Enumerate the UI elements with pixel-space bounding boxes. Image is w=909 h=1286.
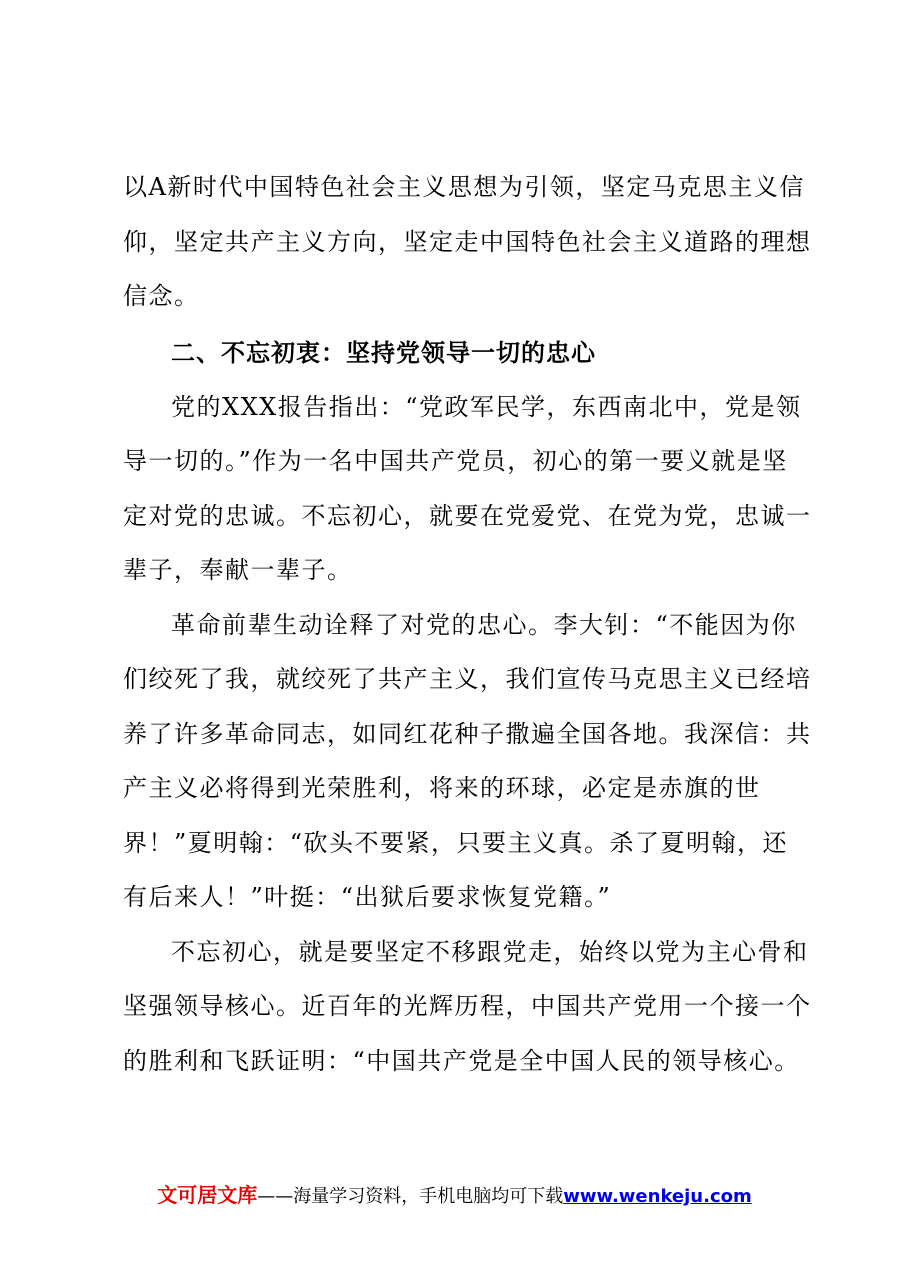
footer-website-link[interactable]: www.wenkeju.com [563, 1186, 752, 1207]
body-text-line: 坚强领导核心。近百年的光辉历程，中国共产党用一个接一个 [123, 992, 812, 1020]
footer-tagline: 海量学习资料，手机电脑均可下载 [293, 1186, 564, 1207]
body-text-line: 以A新时代中国特色社会主义思想为引领，坚定马克思主义信 [123, 173, 805, 201]
footer-brand: 文可居文库 [157, 1183, 258, 1207]
body-text-line: 们绞死了我，就绞死了共产主义，我们宣传马克思主义已经培 [123, 665, 812, 693]
body-text-line: 界！”夏明翰：“砍头不要紧，只要主义真。杀了夏明翰，还 [123, 829, 789, 857]
body-text-line: 导一切的。”作为一名中国共产党员，初心的第一要义就是坚 [123, 447, 788, 475]
footer-banner [0, 1183, 909, 1209]
body-text-line: 的胜利和飞跃证明：“中国共产党是全中国人民的领导核心。 [123, 1047, 800, 1075]
body-text-line: 仰，坚定共产主义方向，坚定走中国特色社会主义道路的理想 [123, 228, 812, 256]
paragraph-first-line: 不忘初心，就是要坚定不移跟党走，始终以党为主心骨和 [171, 938, 809, 966]
body-text-line: 定对党的忠诚。不忘初心，就要在党爱党、在党为党，忠诚一 [123, 502, 812, 530]
body-text-line: 养了许多革命同志，如同红花种子撒遍全国各地。我深信：共 [123, 720, 812, 748]
paragraph-first-line: 革命前辈生动诠释了对党的忠心。李大钊：“不能因为你 [171, 611, 797, 639]
body-text-line: 产主义必将得到光荣胜利，将来的环球，必定是赤旗的世 [123, 774, 761, 802]
body-text-line: 有后来人！”叶挺：“出狱后要求恢复党籍。” [123, 883, 612, 911]
paragraph-first-line: 党的XXX报告指出：“党政军民学，东西南北中，党是领 [171, 393, 802, 421]
body-text-line: 辈子，奉献一辈子。 [123, 556, 353, 584]
section-heading: 二、不忘初衷：坚持党领导一切的忠心 [171, 339, 596, 367]
footer-dash: —— [257, 1186, 294, 1207]
body-text-line: 信念。 [123, 282, 200, 310]
